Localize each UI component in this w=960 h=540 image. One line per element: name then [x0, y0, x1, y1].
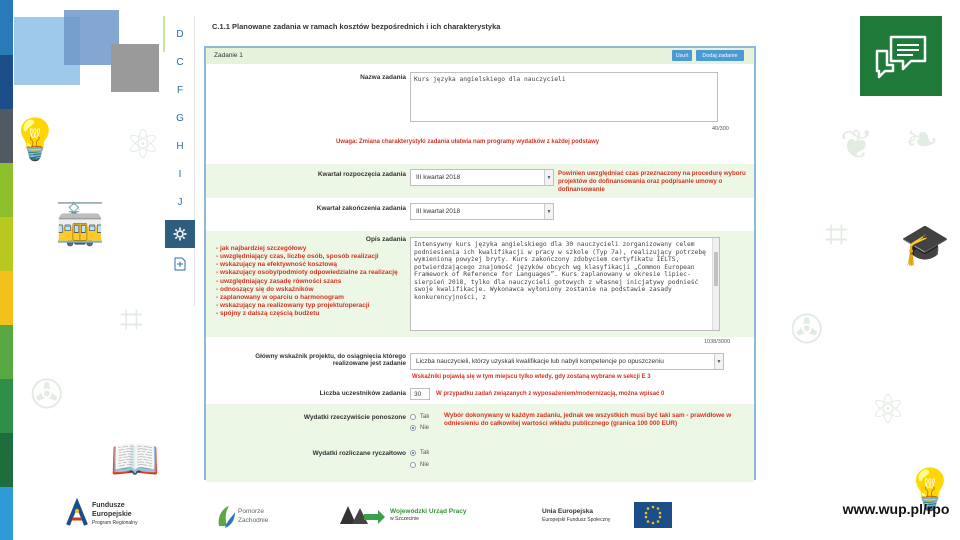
- lump-sum-label: Wydatki rozliczane ryczałtowo: [312, 450, 406, 457]
- goods-yes-label: Tak: [420, 414, 430, 420]
- sidebar-item-c[interactable]: C: [176, 56, 184, 68]
- description-hint: - zaplanowany w oparciu o harmonogram: [216, 293, 344, 301]
- color-strip-green: [0, 325, 13, 379]
- color-strip-yellowgreen: [0, 217, 13, 271]
- color-strip-blue: [0, 0, 13, 55]
- goods-label: Wydatki rzeczywiście ponoszone: [303, 414, 406, 421]
- end-quarter-value: III kwartał 2018: [416, 208, 461, 215]
- ue-line2: Europejski Fundusz Społeczny: [542, 517, 611, 523]
- start-quarter-value: III kwartał 2018: [416, 174, 461, 181]
- pomorze-line2: Zachodnie: [238, 517, 269, 524]
- fundusze-europejskie-logo: [66, 497, 88, 529]
- participants-input[interactable]: [410, 388, 430, 400]
- name-label: Nazwa zadania: [360, 74, 406, 81]
- description-hint: - wskazujący osoby/podmioty odpowiedzialne za realizację: [216, 269, 398, 277]
- chevron-down-icon: ▼: [714, 354, 723, 369]
- color-strip-lime: [0, 163, 13, 217]
- lump-sum-yes-radio[interactable]: [410, 450, 416, 456]
- description-label: Opis zadania: [365, 236, 406, 243]
- lump-sum-yes-label: Tak: [420, 450, 430, 456]
- sidebar-item-i[interactable]: I: [178, 168, 182, 180]
- description-hint: - wskazujący na realizowany typ projektu/operacji: [216, 301, 370, 309]
- sidebar-item-f[interactable]: F: [176, 84, 184, 96]
- color-strip-darkgreen: [0, 379, 13, 433]
- goods-note: Wybór dokonywany w każdym zadaniu, jednak we wszystkich musi być taki sam - prawidłowe w odniesieniu do całkowitej wartości wkładu publicznego (granica 100 000 EUR): [444, 412, 732, 427]
- description-hint: - odnoszący się do wskaźników: [216, 285, 314, 293]
- scrollbar-thumb[interactable]: [714, 252, 718, 286]
- name-value: Kurs języka angielskiego dla nauczycieli: [414, 76, 566, 83]
- atom-icon: ⚛: [125, 123, 161, 167]
- fe-line1: Fundusze: [92, 502, 125, 509]
- wup-line1: Wojewódzki Urząd Pracy: [390, 508, 467, 515]
- pomorze-line1: Pomorze: [238, 508, 265, 515]
- indicator-label: Główny wskaźnik projektu, do osiągnięcia którego realizowane jest zadanie: [255, 353, 406, 367]
- task-form: [204, 46, 756, 480]
- document-export-icon[interactable]: [165, 250, 195, 278]
- name-input[interactable]: [410, 72, 718, 122]
- description-hint: - uwzględniający czas, liczbę osób, sposób realizacji: [216, 253, 379, 261]
- description-hint: - jak najbardziej szczegółowy: [216, 245, 307, 252]
- leaf-icon: ❦: [840, 123, 874, 167]
- participants-label: Liczba uczestników zadania: [319, 390, 406, 397]
- ue-line1: Unia Europejska: [542, 508, 593, 515]
- color-strip-navy: [0, 55, 13, 109]
- wind-turbine-icon: ✇: [790, 308, 824, 352]
- tram-icon: 🚋: [55, 203, 105, 247]
- eu-flag-icon: [634, 502, 672, 528]
- book-icon: 📖: [110, 438, 160, 482]
- form-panel: [200, 16, 760, 484]
- goods-no-radio[interactable]: [410, 425, 416, 431]
- description-scrollbar[interactable]: [712, 238, 719, 330]
- atom-icon: ⚛: [870, 388, 906, 432]
- page-title: C.1.1 Planowane zadania w ramach kosztów bezpośrednich i ich charakterystyka: [212, 22, 501, 31]
- participants-value: 30: [414, 391, 422, 398]
- sidebar-item-g[interactable]: G: [176, 112, 184, 124]
- description-hint: - spójny z dalszą częścią budżetu: [216, 310, 320, 317]
- add-task-button[interactable]: Dodaj zadanie: [696, 50, 744, 61]
- leaf-icon: ❧: [905, 118, 939, 162]
- delete-task-button[interactable]: Usuń: [672, 50, 692, 61]
- color-strip-yellow: [0, 271, 13, 325]
- chat-icon-tile: [860, 16, 942, 96]
- goods-yes-radio[interactable]: [410, 414, 416, 420]
- name-counter: 40/300: [712, 126, 729, 132]
- wind-turbine-icon: ✇: [30, 373, 64, 417]
- indicator-value: Liczba nauczycieli, którzy uzyskali kwalifikacje lub nabyli kompetencje po opuszczeniu: [416, 358, 664, 365]
- sidebar-item-h[interactable]: H: [176, 140, 184, 152]
- end-quarter-label: Kwartał zakończenia zadania: [316, 205, 406, 212]
- participants-note: W przypadku zadań związanych z wyposażeniem/modernizacją, można wpisać 0: [436, 391, 665, 397]
- description-textarea[interactable]: [410, 237, 720, 331]
- description-hint: - wskazujący na efektywność kosztową: [216, 261, 338, 269]
- fe-line3: Program Regionalny: [92, 520, 138, 526]
- start-quarter-label: Kwartał rozpoczęcia zadania: [317, 171, 406, 178]
- deco-square: [111, 44, 159, 92]
- description-value: Intensywny kurs języka angielskiego dla 30 nauczycieli zorganizowany celem podniesienia ich kwalifikacji w pracy w szkole (Typ 7a), realizujący potrzebę wymienioną powyżej bryty. Kurs zakończony zdobyciem certyfikatu IELTS, potwierdzającego znajomość języków obcych wg klasyfikacji „Common European Framework of Reference for Languages”. Kurs zaplanowany w okresie lipiec-sierpień 2018, tylko dla nauczycieli gotowych z własnej inicjatywy podnieść swoje kwalifikacje. Wykonawca wyłoniony zostanie na podstawie zasady konkurencyjności, z: [414, 241, 706, 301]
- lightbulb-icon: 💡: [10, 118, 60, 162]
- start-quarter-select[interactable]: [410, 169, 554, 186]
- description-counter: 1038/3000: [704, 339, 730, 345]
- description-hints: [216, 245, 404, 318]
- color-strip-forest: [0, 433, 13, 487]
- indicator-note: Wskaźniki pojawią się w tym miejscu tylko wtedy, gdy zostaną wybrane w sekcji E 3: [412, 374, 651, 380]
- chevron-down-icon: ▼: [544, 204, 553, 219]
- lightbulb-icon: 💡: [905, 468, 955, 512]
- indicator-select[interactable]: [410, 353, 724, 370]
- name-warning: Uwaga: Zmiana charakterystyki zadania ułatwia nam programy wydatków z każdej podstawy: [336, 139, 600, 145]
- task-label: Zadanie 1: [214, 52, 243, 59]
- section-sidebar: [165, 16, 195, 306]
- description-hint: - uwzględniający zasadę równości szans: [216, 277, 342, 285]
- lump-sum-no-radio[interactable]: [410, 462, 416, 468]
- color-strip-sky: [0, 487, 13, 540]
- gear-icon[interactable]: [165, 220, 195, 248]
- sidebar-item-j[interactable]: J: [177, 196, 183, 208]
- website-link[interactable]: www.wup.pl/rpo: [842, 501, 950, 517]
- start-quarter-note: Powinien uwzględniać czas przeznaczony na procedurę wyboru projektów do dofinansowania oraz podpisanie umowy o dofinansowanie: [558, 170, 746, 193]
- fence-icon: ⌗: [825, 213, 848, 257]
- goods-no-label: Nie: [420, 425, 430, 431]
- wup-line2: w Szczecinie: [390, 516, 419, 522]
- lump-sum-no-label: Nie: [420, 462, 430, 468]
- wup-logo: [338, 500, 386, 528]
- graduation-cap-icon: 🎓: [900, 223, 950, 267]
- fe-line2: Europejskie: [92, 511, 132, 518]
- end-quarter-select[interactable]: [410, 203, 554, 220]
- chat-bubbles-icon: [873, 31, 929, 81]
- pomorze-logo: [215, 502, 237, 530]
- chevron-down-icon: ▼: [544, 170, 553, 185]
- sidebar-item-d[interactable]: D: [176, 28, 184, 40]
- fence-icon: ⌗: [120, 298, 143, 342]
